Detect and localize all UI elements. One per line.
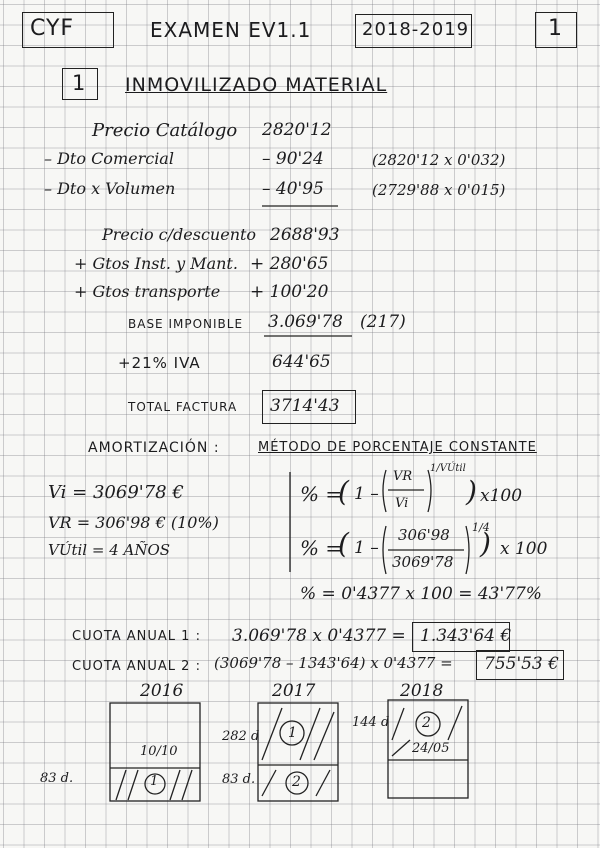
section-title: INMOVILIZADO MATERIAL	[125, 74, 388, 96]
price-line-label: Precio Catálogo	[92, 120, 238, 141]
formula-close-paren: )	[466, 475, 477, 508]
formula-result: % = 0'4377 x 100 = 43'77%	[300, 584, 542, 604]
formula-times-100: x100	[480, 486, 523, 506]
base-note: (217)	[360, 312, 406, 332]
amortizacion-method: MÉTODO DE PORCENTAJE CONSTANTE	[258, 440, 537, 455]
price-line-value: – 40'95	[262, 179, 324, 199]
circle-label-2018: 2	[422, 715, 431, 731]
year-box-2017	[258, 703, 338, 801]
formula-frac-den: 3069'78	[392, 553, 454, 571]
total-value: 3714'43	[270, 396, 340, 416]
formula-frac-num: 306'98	[398, 526, 450, 544]
days-top-2017: 282 d	[222, 729, 260, 744]
formula-exp: 1/4	[472, 521, 490, 534]
formula-vi: Vi	[395, 496, 409, 511]
year-2018: 2018	[400, 681, 444, 701]
iva-value: 644'65	[272, 352, 331, 372]
price-line-note: (2820'12 x 0'032)	[372, 151, 506, 169]
circle-2018	[416, 712, 440, 736]
cuota-2-result: 755'53 €	[484, 654, 559, 674]
inner-paren-left	[383, 470, 386, 512]
formula-exp-general: 1/VÚtil	[430, 463, 466, 474]
iva-label: +21% IVA	[118, 354, 201, 372]
formula-lhs-2: % =	[300, 536, 343, 560]
cuota-1-calc: 3.069'78 x 0'4377 =	[232, 626, 406, 646]
price-line-value: 2688'93	[270, 225, 340, 245]
cuota-2-label: CUOTA ANUAL 2 :	[72, 659, 201, 674]
hatch-2017	[262, 708, 334, 796]
formula-one-minus: 1 –	[354, 484, 379, 504]
formula-times-100-2: x 100	[500, 539, 548, 559]
days-top-2018: 144 d	[352, 715, 390, 730]
circle-label-top-2017: 1	[288, 725, 297, 741]
circle-bottom-2017	[286, 772, 308, 794]
vi-value: Vi = 3069'78 €	[48, 482, 184, 503]
vr-value: VR = 306'98 € (10%)	[48, 513, 219, 532]
cuota-2-calc: (3069'78 – 1343'64) x 0'4377 =	[214, 654, 453, 672]
year-2017: 2017	[272, 681, 316, 701]
cuota-1-label: CUOTA ANUAL 1 :	[72, 629, 201, 644]
circle-label-bottom-2017: 2	[292, 774, 301, 790]
circle-2016	[145, 774, 165, 794]
price-line-label: + Gtos Inst. y Mant.	[74, 254, 238, 273]
formula-one-minus-2: 1 –	[354, 538, 379, 558]
formula-open-paren: (	[338, 475, 349, 508]
cuota-1-result: 1.343'64 €	[420, 626, 512, 646]
page-number: 1	[548, 16, 563, 41]
circle-top-2017	[280, 721, 304, 745]
year-2016: 2016	[140, 681, 184, 701]
hatch-2018	[392, 706, 462, 756]
amortizacion-heading: AMORTIZACIÓN :	[88, 440, 220, 456]
date-2018: 24/05	[412, 741, 450, 756]
price-line-value: 2820'12	[262, 120, 332, 140]
price-line-value: + 100'20	[250, 282, 329, 302]
price-line-label: – Dto x Volumen	[44, 179, 176, 198]
days-2016: 83 d.	[40, 771, 74, 786]
price-line-label: – Dto Comercial	[44, 149, 174, 168]
inner-paren-right-2	[466, 526, 469, 574]
base-label: BASE IMPONIBLE	[128, 317, 244, 331]
days-bottom-2017: 83 d.	[222, 772, 256, 787]
formula-close-paren-2: )	[480, 527, 491, 560]
school-year: 2018-2019	[362, 19, 470, 40]
price-line-value: + 280'65	[250, 254, 329, 274]
formula-vr: VR	[393, 469, 413, 484]
inner-paren-left-2	[383, 526, 386, 574]
inner-paren-right	[428, 470, 431, 512]
price-line-label: + Gtos transporte	[74, 282, 221, 301]
formula-open-paren-2: (	[338, 527, 349, 560]
exam-title: EXAMEN EV1.1	[150, 18, 312, 42]
date-2016: 10/10	[140, 744, 178, 759]
section-number: 1	[72, 71, 87, 95]
total-label: TOTAL FACTURA	[128, 400, 238, 414]
formula-lhs: % =	[300, 482, 343, 506]
subject-label: CYF	[30, 16, 75, 41]
price-line-note: (2729'88 x 0'015)	[372, 181, 506, 199]
price-line-value: – 90'24	[262, 149, 324, 169]
circle-label-2016: 1	[150, 774, 159, 789]
price-line-label: Precio c/descuento	[102, 225, 257, 244]
base-value: 3.069'78	[268, 312, 343, 332]
vutil-value: VÚtil = 4 AÑOS	[48, 541, 171, 559]
